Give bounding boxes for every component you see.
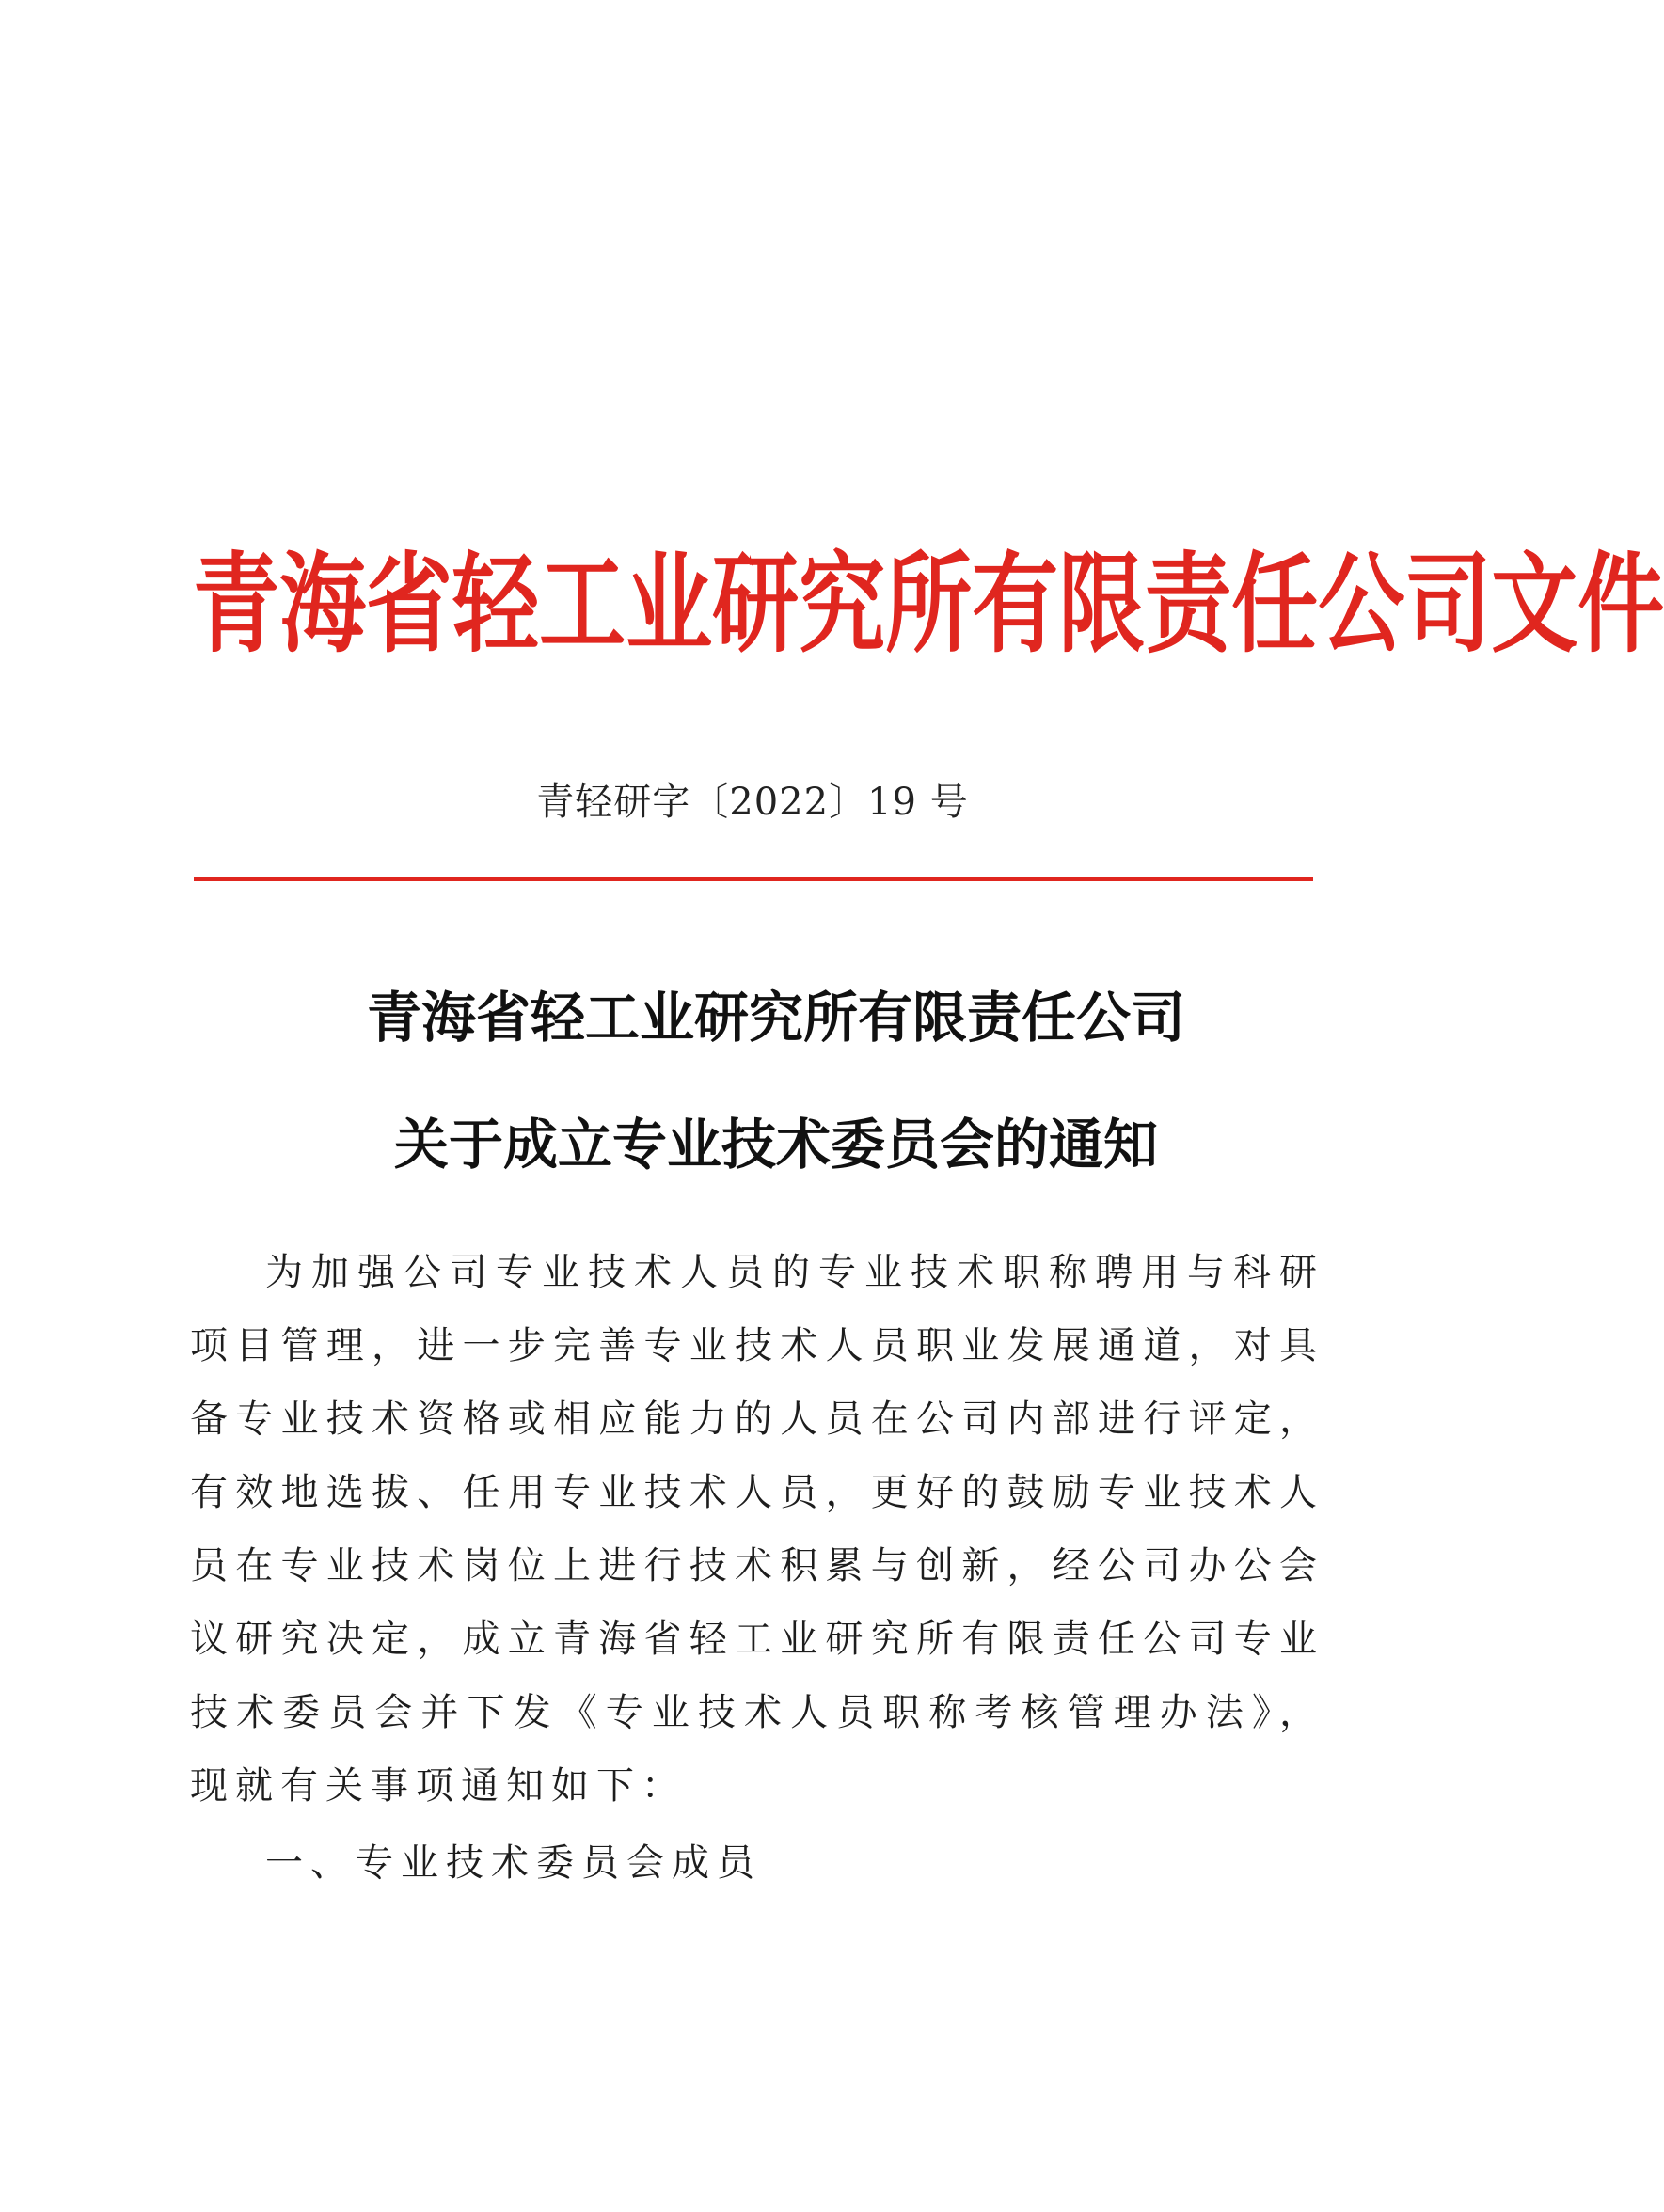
- masthead-char: 有: [972, 541, 1059, 668]
- masthead-char: 公: [1318, 541, 1405, 668]
- masthead-char: 究: [799, 541, 886, 668]
- masthead-char: 工: [539, 541, 626, 668]
- section-heading-1: 一、专业技术委员会成员: [265, 1841, 762, 1885]
- masthead-char: 限: [1058, 541, 1146, 668]
- masthead-char: 司: [1404, 541, 1492, 668]
- masthead-char: 省: [366, 541, 453, 668]
- masthead-char: 业: [626, 541, 713, 668]
- masthead-char: 任: [1231, 541, 1319, 668]
- masthead-char: 海: [279, 541, 367, 668]
- body-paragraph: 为加强公司专业技术人员的专业技术职称聘用与科研项目管理，进一步完善专业技术人员职业发展通道，对具备专业技术资格或相应能力的人员在公司内部进行评定，有效地选拔、任用专业技术人员，更好的鼓励专业技术人员在专业技术岗位上进行技术积累与创新，经公司办公会议研究决定，成立青海省轻工业研究所有限责任公司专业技术委员会并下发《专业技术人员职称考核管理办法》，现就有关事项通知如下：: [190, 1251, 1324, 1808]
- masthead-char: 责: [1145, 541, 1232, 668]
- red-separator-line: [194, 877, 1313, 881]
- document-number: 青轻研字〔2022〕19 号: [536, 781, 969, 824]
- notice-title-line-2: 关于成立专业技术委员会的通知: [393, 1113, 1158, 1177]
- notice-title-line-1: 青海省轻工业研究所有限责任公司: [366, 986, 1185, 1050]
- masthead-char: 件: [1577, 541, 1664, 668]
- masthead-char: 青: [193, 541, 280, 668]
- masthead-char: 文: [1491, 541, 1578, 668]
- masthead-char: 所: [885, 541, 973, 668]
- red-masthead: [193, 534, 1664, 675]
- masthead-char: 轻: [452, 541, 540, 668]
- masthead-char: 研: [712, 541, 800, 668]
